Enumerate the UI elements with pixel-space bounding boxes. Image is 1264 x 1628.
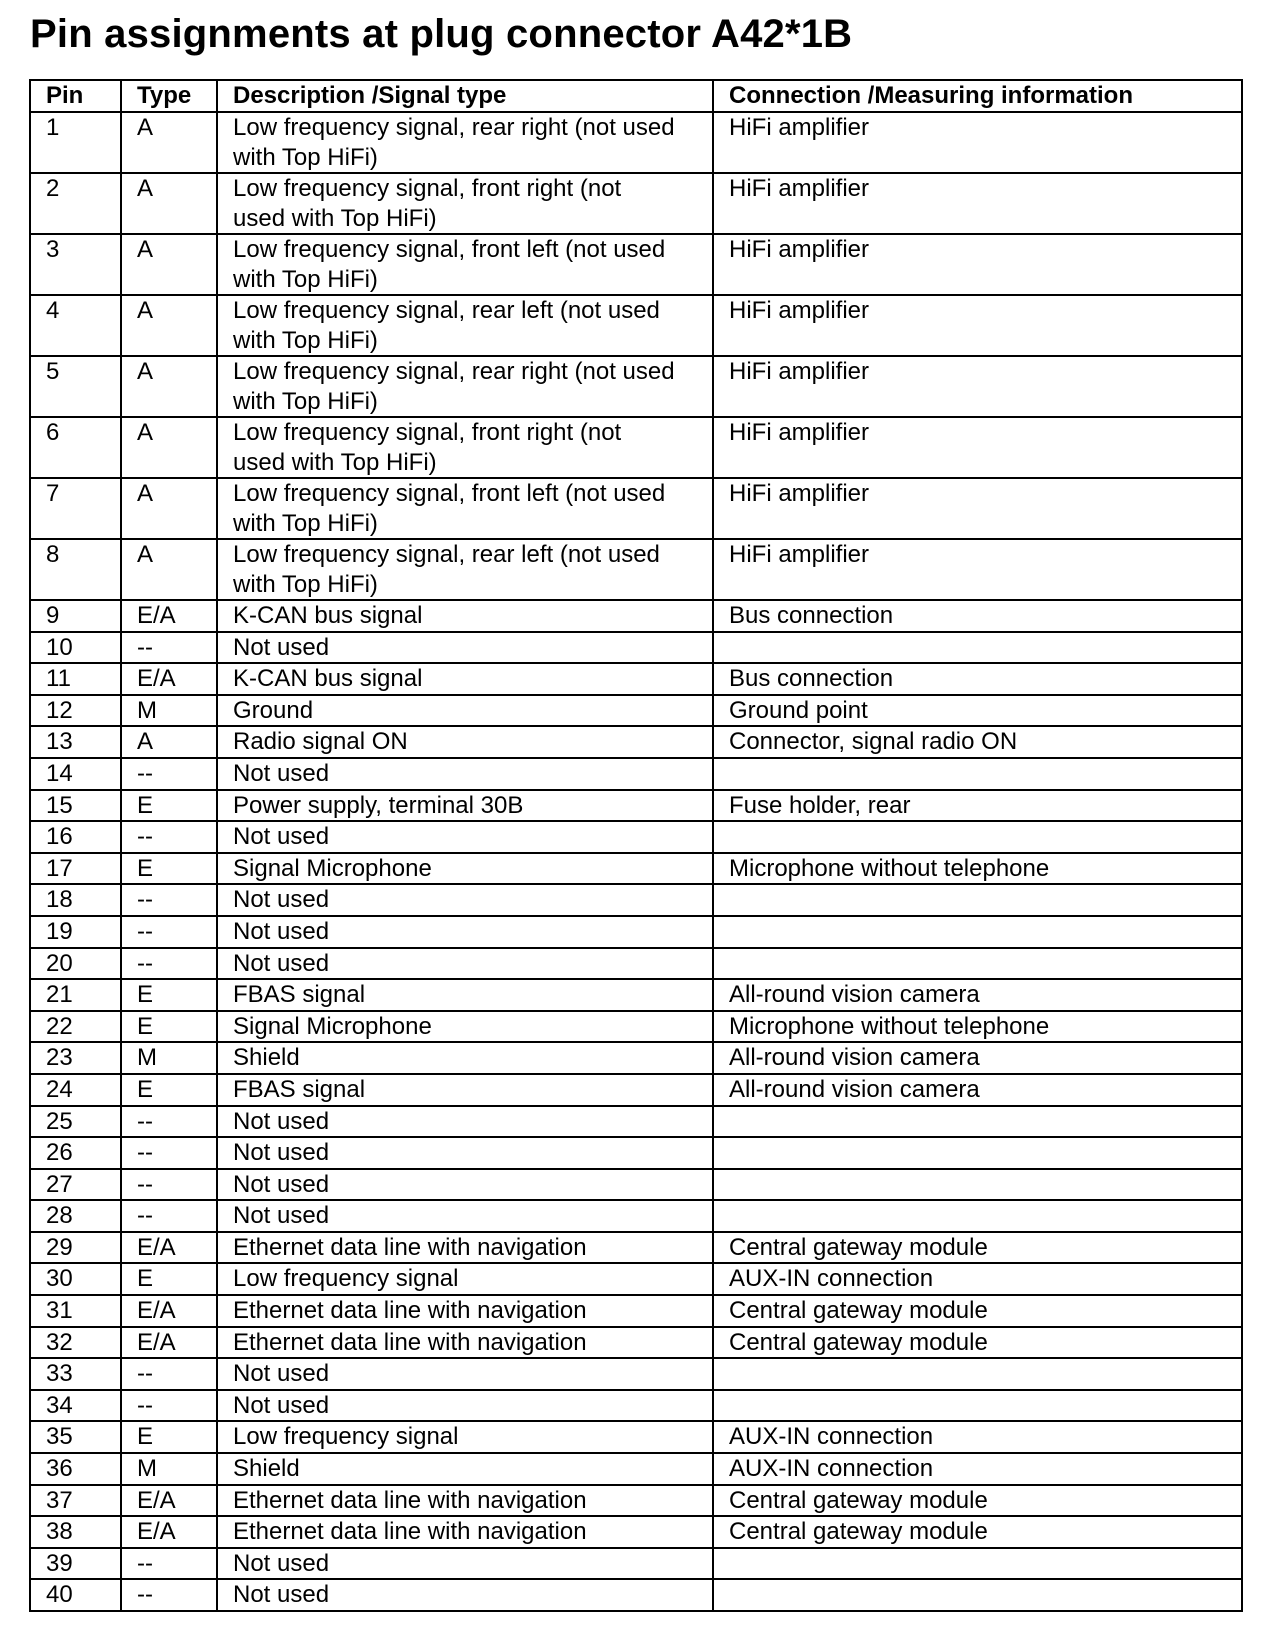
pin-cell: 27 <box>30 1169 121 1201</box>
pin-cell: 11 <box>30 663 121 695</box>
description-cell: Not used <box>217 1200 713 1232</box>
type-cell: M <box>121 695 217 727</box>
connection-cell: Central gateway module <box>713 1295 1242 1327</box>
pin-cell: 29 <box>30 1232 121 1264</box>
connection-cell: Ground point <box>713 695 1242 727</box>
description-cell: Not used <box>217 884 713 916</box>
pin-cell: 10 <box>30 632 121 664</box>
description-cell: Low frequency signal, front left (not used with Top HiFi) <box>217 234 713 295</box>
description-cell: Not used <box>217 1106 713 1138</box>
description-cell: Not used <box>217 1358 713 1390</box>
table-body <box>30 112 1242 1611</box>
connection-cell: AUX-IN connection <box>713 1453 1242 1485</box>
pin-cell: 20 <box>30 948 121 980</box>
connection-cell: All-round vision camera <box>713 1042 1242 1074</box>
connection-cell <box>713 1390 1242 1422</box>
connection-cell: AUX-IN connection <box>713 1421 1242 1453</box>
connection-cell <box>713 1106 1242 1138</box>
description-cell: K-CAN bus signal <box>217 663 713 695</box>
type-cell: M <box>121 1042 217 1074</box>
type-cell: -- <box>121 1390 217 1422</box>
connection-cell <box>713 1358 1242 1390</box>
description-cell: Low frequency signal, rear left (not used with Top HiFi) <box>217 295 713 356</box>
type-cell: E/A <box>121 1232 217 1264</box>
table-row <box>30 1169 1242 1201</box>
type-cell: -- <box>121 1200 217 1232</box>
pin-cell: 21 <box>30 979 121 1011</box>
description-cell: Ethernet data line with navigation <box>217 1232 713 1264</box>
type-cell: E <box>121 1074 217 1106</box>
column-header-type: Type <box>121 80 217 112</box>
description-cell: Low frequency signal, front right (not used with Top HiFi) <box>217 173 713 234</box>
type-cell: E/A <box>121 1485 217 1517</box>
table-row <box>30 1485 1242 1517</box>
table-row <box>30 234 1242 295</box>
type-cell: A <box>121 539 217 600</box>
connection-cell: Microphone without telephone <box>713 1011 1242 1043</box>
connection-cell: Bus connection <box>713 663 1242 695</box>
pin-cell: 25 <box>30 1106 121 1138</box>
description-cell: Not used <box>217 632 713 664</box>
pin-cell: 8 <box>30 539 121 600</box>
description-cell: Not used <box>217 1169 713 1201</box>
description-cell: Ethernet data line with navigation <box>217 1485 713 1517</box>
description-cell: Low frequency signal <box>217 1263 713 1295</box>
connection-cell: HiFi amplifier <box>713 539 1242 600</box>
type-cell: A <box>121 417 217 478</box>
connection-cell: Central gateway module <box>713 1516 1242 1548</box>
connection-cell: Connector, signal radio ON <box>713 726 1242 758</box>
connection-cell: HiFi amplifier <box>713 112 1242 173</box>
description-cell: Shield <box>217 1453 713 1485</box>
connection-cell <box>713 884 1242 916</box>
pin-cell: 7 <box>30 478 121 539</box>
connection-cell: HiFi amplifier <box>713 356 1242 417</box>
type-cell: A <box>121 173 217 234</box>
table-row <box>30 539 1242 600</box>
table-row <box>30 821 1242 853</box>
table-row <box>30 478 1242 539</box>
type-cell: E <box>121 1263 217 1295</box>
table-row <box>30 1579 1242 1611</box>
table-row <box>30 1548 1242 1580</box>
type-cell: E/A <box>121 663 217 695</box>
table-row <box>30 663 1242 695</box>
type-cell: -- <box>121 884 217 916</box>
connection-cell: HiFi amplifier <box>713 234 1242 295</box>
pin-cell: 17 <box>30 853 121 885</box>
pin-cell: 4 <box>30 295 121 356</box>
pin-cell: 24 <box>30 1074 121 1106</box>
type-cell: E/A <box>121 600 217 632</box>
connection-cell <box>713 1548 1242 1580</box>
connection-cell: Central gateway module <box>713 1327 1242 1359</box>
pin-cell: 26 <box>30 1137 121 1169</box>
type-cell: A <box>121 112 217 173</box>
pin-cell: 9 <box>30 600 121 632</box>
pin-cell: 16 <box>30 821 121 853</box>
connection-cell <box>713 1169 1242 1201</box>
table-row <box>30 790 1242 822</box>
pin-cell: 12 <box>30 695 121 727</box>
table-row <box>30 295 1242 356</box>
pin-cell: 15 <box>30 790 121 822</box>
connection-cell: HiFi amplifier <box>713 173 1242 234</box>
table-row <box>30 884 1242 916</box>
connection-cell: HiFi amplifier <box>713 478 1242 539</box>
pin-cell: 38 <box>30 1516 121 1548</box>
connection-cell: HiFi amplifier <box>713 295 1242 356</box>
description-cell: Not used <box>217 1137 713 1169</box>
connection-cell <box>713 758 1242 790</box>
table-row <box>30 979 1242 1011</box>
type-cell: E <box>121 790 217 822</box>
type-cell: -- <box>121 821 217 853</box>
pin-cell: 19 <box>30 916 121 948</box>
type-cell: M <box>121 1453 217 1485</box>
description-cell: Ground <box>217 695 713 727</box>
connection-cell: All-round vision camera <box>713 979 1242 1011</box>
connection-cell: Bus connection <box>713 600 1242 632</box>
type-cell: -- <box>121 948 217 980</box>
description-cell: Low frequency signal <box>217 1421 713 1453</box>
pin-cell: 22 <box>30 1011 121 1043</box>
connection-cell <box>713 948 1242 980</box>
connection-cell <box>713 821 1242 853</box>
connection-cell <box>713 1137 1242 1169</box>
connection-cell: All-round vision camera <box>713 1074 1242 1106</box>
type-cell: -- <box>121 1106 217 1138</box>
page-title: Pin assignments at plug connector A42*1B <box>30 12 853 56</box>
pin-cell: 39 <box>30 1548 121 1580</box>
pin-cell: 32 <box>30 1327 121 1359</box>
type-cell: -- <box>121 1548 217 1580</box>
table-row <box>30 758 1242 790</box>
connection-cell <box>713 632 1242 664</box>
table-header-row <box>30 80 1242 112</box>
type-cell: E <box>121 979 217 1011</box>
connection-cell: HiFi amplifier <box>713 417 1242 478</box>
table-row <box>30 1106 1242 1138</box>
pin-cell: 37 <box>30 1485 121 1517</box>
connection-cell <box>713 1579 1242 1611</box>
pin-cell: 30 <box>30 1263 121 1295</box>
pin-cell: 1 <box>30 112 121 173</box>
description-cell: Low frequency signal, rear right (not used with Top HiFi) <box>217 112 713 173</box>
table-row <box>30 417 1242 478</box>
pin-cell: 13 <box>30 726 121 758</box>
description-cell: Signal Microphone <box>217 1011 713 1043</box>
type-cell: E/A <box>121 1327 217 1359</box>
connection-cell: Central gateway module <box>713 1485 1242 1517</box>
description-cell: Radio signal ON <box>217 726 713 758</box>
type-cell: E/A <box>121 1295 217 1327</box>
table-row <box>30 948 1242 980</box>
pin-cell: 2 <box>30 173 121 234</box>
description-cell: Not used <box>217 916 713 948</box>
connection-cell <box>713 916 1242 948</box>
type-cell: E <box>121 1421 217 1453</box>
pin-cell: 34 <box>30 1390 121 1422</box>
table-row <box>30 1263 1242 1295</box>
type-cell: -- <box>121 1358 217 1390</box>
pin-cell: 40 <box>30 1579 121 1611</box>
description-cell: FBAS signal <box>217 979 713 1011</box>
description-cell: Low frequency signal, front left (not used with Top HiFi) <box>217 478 713 539</box>
type-cell: -- <box>121 1137 217 1169</box>
type-cell: A <box>121 726 217 758</box>
pin-cell: 28 <box>30 1200 121 1232</box>
description-cell: Ethernet data line with navigation <box>217 1327 713 1359</box>
description-cell: Shield <box>217 1042 713 1074</box>
description-cell: Low frequency signal, rear left (not used with Top HiFi) <box>217 539 713 600</box>
table-row <box>30 1011 1242 1043</box>
table-row <box>30 1074 1242 1106</box>
pin-assignment-table <box>29 79 1243 1612</box>
table-row <box>30 853 1242 885</box>
column-header-connection: Connection /Measuring information <box>713 80 1242 112</box>
table-row <box>30 356 1242 417</box>
pin-cell: 23 <box>30 1042 121 1074</box>
type-cell: -- <box>121 1579 217 1611</box>
table-row <box>30 695 1242 727</box>
table-row <box>30 1042 1242 1074</box>
description-cell: K-CAN bus signal <box>217 600 713 632</box>
pin-cell: 33 <box>30 1358 121 1390</box>
table-row <box>30 1516 1242 1548</box>
description-cell: Not used <box>217 1390 713 1422</box>
table-row <box>30 1295 1242 1327</box>
connection-cell: AUX-IN connection <box>713 1263 1242 1295</box>
description-cell: Not used <box>217 821 713 853</box>
description-cell: Low frequency signal, rear right (not used with Top HiFi) <box>217 356 713 417</box>
column-header-pin: Pin <box>30 80 121 112</box>
type-cell: -- <box>121 632 217 664</box>
type-cell: E <box>121 1011 217 1043</box>
pin-cell: 14 <box>30 758 121 790</box>
type-cell: -- <box>121 758 217 790</box>
description-cell: Ethernet data line with navigation <box>217 1516 713 1548</box>
description-cell: Ethernet data line with navigation <box>217 1295 713 1327</box>
table-row <box>30 726 1242 758</box>
connection-cell: Central gateway module <box>713 1232 1242 1264</box>
description-cell: Power supply, terminal 30B <box>217 790 713 822</box>
table-row <box>30 112 1242 173</box>
table-row <box>30 1358 1242 1390</box>
connection-cell <box>713 1200 1242 1232</box>
pin-cell: 36 <box>30 1453 121 1485</box>
table-row <box>30 1453 1242 1485</box>
table-row <box>30 600 1242 632</box>
table-row <box>30 1327 1242 1359</box>
pin-cell: 5 <box>30 356 121 417</box>
description-cell: Not used <box>217 1548 713 1580</box>
type-cell: A <box>121 356 217 417</box>
table-row <box>30 1232 1242 1264</box>
description-cell: Not used <box>217 948 713 980</box>
pin-cell: 31 <box>30 1295 121 1327</box>
type-cell: A <box>121 295 217 356</box>
table-row <box>30 1200 1242 1232</box>
table-row <box>30 173 1242 234</box>
pin-cell: 18 <box>30 884 121 916</box>
type-cell: E <box>121 853 217 885</box>
table-row <box>30 1137 1242 1169</box>
connection-cell: Fuse holder, rear <box>713 790 1242 822</box>
type-cell: A <box>121 234 217 295</box>
connection-cell: Microphone without telephone <box>713 853 1242 885</box>
pin-cell: 35 <box>30 1421 121 1453</box>
pin-cell: 3 <box>30 234 121 295</box>
column-header-description: Description /Signal type <box>217 80 713 112</box>
type-cell: E/A <box>121 1516 217 1548</box>
description-cell: FBAS signal <box>217 1074 713 1106</box>
description-cell: Not used <box>217 1579 713 1611</box>
description-cell: Low frequency signal, front right (not used with Top HiFi) <box>217 417 713 478</box>
type-cell: A <box>121 478 217 539</box>
type-cell: -- <box>121 916 217 948</box>
table-row <box>30 1390 1242 1422</box>
description-cell: Not used <box>217 758 713 790</box>
pin-cell: 6 <box>30 417 121 478</box>
table-row <box>30 916 1242 948</box>
table-row <box>30 1421 1242 1453</box>
description-cell: Signal Microphone <box>217 853 713 885</box>
type-cell: -- <box>121 1169 217 1201</box>
table-row <box>30 632 1242 664</box>
